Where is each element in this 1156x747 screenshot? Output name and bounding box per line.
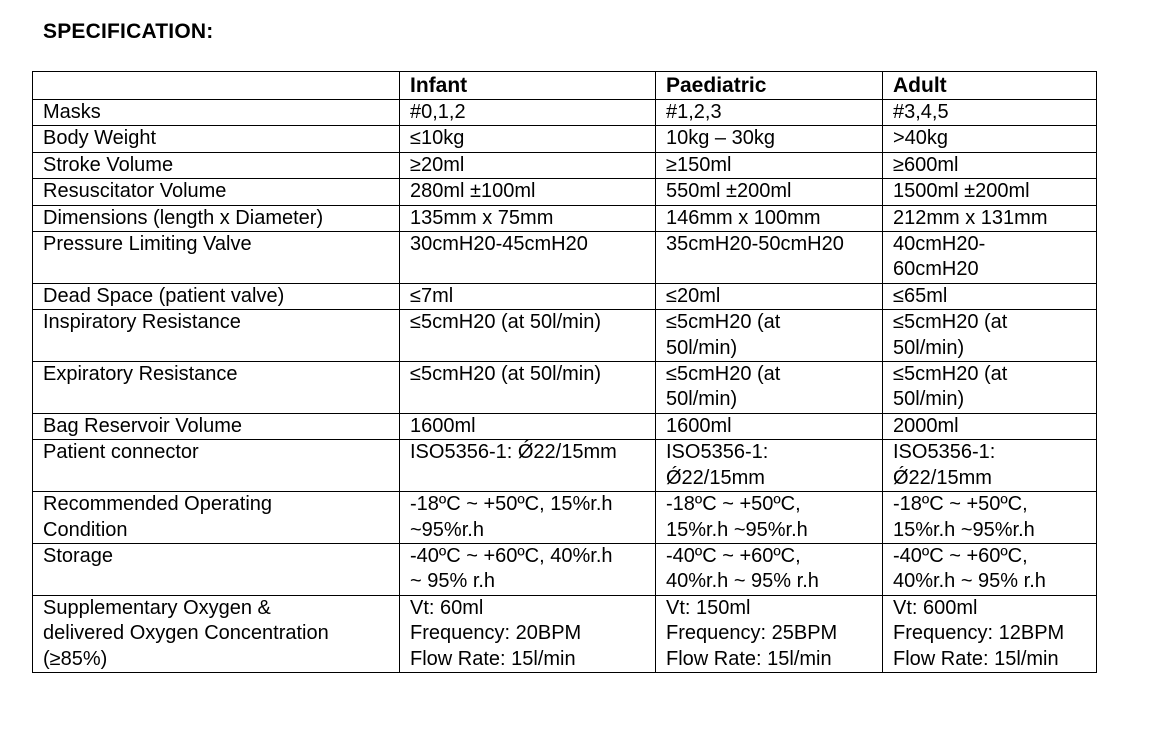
table-row [33,310,1097,362]
cell-adult: >40kg [883,126,1097,152]
cell-infant: ISO5356-1: Ǿ22/15mm [400,440,656,492]
row-label: Expiratory Resistance [33,362,400,414]
cell-paediatric: #1,2,3 [656,100,883,126]
row-label: Body Weight [33,126,400,152]
table-row [33,179,1097,205]
table-header-row [33,72,1097,100]
cell-paediatric: 146mm x 100mm [656,205,883,231]
cell-infant: -18ºC ~ +50ºC, 15%r.h ~95%r.h [400,492,656,544]
header-infant: Infant [400,72,656,100]
cell-adult: ISO5356-1: Ǿ22/15mm [883,440,1097,492]
row-label: Storage [33,543,400,595]
cell-infant: 280ml ±100ml [400,179,656,205]
cell-paediatric: -40ºC ~ +60ºC, 40%r.h ~ 95% r.h [656,543,883,595]
header-cell-empty [33,72,400,100]
cell-adult: -18ºC ~ +50ºC, 15%r.h ~95%r.h [883,492,1097,544]
row-label: Stroke Volume [33,152,400,178]
table-row [33,595,1097,672]
cell-adult: 212mm x 131mm [883,205,1097,231]
row-label: Inspiratory Resistance [33,310,400,362]
cell-infant: ≤5cmH20 (at 50l/min) [400,310,656,362]
table-row [33,100,1097,126]
cell-paediatric: ≤5cmH20 (at 50l/min) [656,310,883,362]
cell-infant: Vt: 60ml Frequency: 20BPM Flow Rate: 15l/min [400,595,656,672]
row-label: Patient connector [33,440,400,492]
page-title: SPECIFICATION: [43,20,214,43]
cell-paediatric: -18ºC ~ +50ºC, 15%r.h ~95%r.h [656,492,883,544]
row-label: Pressure Limiting Valve [33,232,400,284]
header-paediatric: Paediatric [656,72,883,100]
cell-adult: #3,4,5 [883,100,1097,126]
table-row [33,362,1097,414]
header-adult: Adult [883,72,1097,100]
table-row [33,205,1097,231]
row-label: Masks [33,100,400,126]
row-label: Dead Space (patient valve) [33,283,400,309]
cell-paediatric: ≤20ml [656,283,883,309]
cell-adult: 1500ml ±200ml [883,179,1097,205]
cell-paediatric: Vt: 150ml Frequency: 25BPM Flow Rate: 15l/min [656,595,883,672]
cell-paediatric: 10kg – 30kg [656,126,883,152]
cell-infant: #0,1,2 [400,100,656,126]
cell-adult: 40cmH20- 60cmH20 [883,232,1097,284]
row-label: Dimensions (length x Diameter) [33,205,400,231]
cell-infant: 1600ml [400,413,656,439]
cell-adult: ≤5cmH20 (at 50l/min) [883,310,1097,362]
row-label: Supplementary Oxygen & delivered Oxygen Concentration (≥85%) [33,595,400,672]
specification-table [32,71,1097,673]
table-row [33,152,1097,178]
row-label: Bag Reservoir Volume [33,413,400,439]
cell-adult: Vt: 600ml Frequency: 12BPM Flow Rate: 15l/min [883,595,1097,672]
row-label: Recommended Operating Condition [33,492,400,544]
table-row [33,413,1097,439]
table-row [33,492,1097,544]
cell-infant: 135mm x 75mm [400,205,656,231]
cell-paediatric: ≤5cmH20 (at 50l/min) [656,362,883,414]
cell-paediatric: 35cmH20-50cmH20 [656,232,883,284]
cell-adult: -40ºC ~ +60ºC, 40%r.h ~ 95% r.h [883,543,1097,595]
cell-paediatric: ≥150ml [656,152,883,178]
cell-infant: ≥20ml [400,152,656,178]
cell-paediatric: 1600ml [656,413,883,439]
cell-infant: ≤7ml [400,283,656,309]
cell-paediatric: ISO5356-1: Ǿ22/15mm [656,440,883,492]
row-label: Resuscitator Volume [33,179,400,205]
table-row [33,126,1097,152]
cell-paediatric: 550ml ±200ml [656,179,883,205]
table-row [33,543,1097,595]
cell-adult: ≥600ml [883,152,1097,178]
cell-infant: 30cmH20-45cmH20 [400,232,656,284]
table-row [33,283,1097,309]
cell-adult: 2000ml [883,413,1097,439]
table-row [33,232,1097,284]
cell-infant: -40ºC ~ +60ºC, 40%r.h ~ 95% r.h [400,543,656,595]
cell-infant: ≤5cmH20 (at 50l/min) [400,362,656,414]
table-row [33,440,1097,492]
cell-adult: ≤5cmH20 (at 50l/min) [883,362,1097,414]
cell-infant: ≤10kg [400,126,656,152]
cell-adult: ≤65ml [883,283,1097,309]
